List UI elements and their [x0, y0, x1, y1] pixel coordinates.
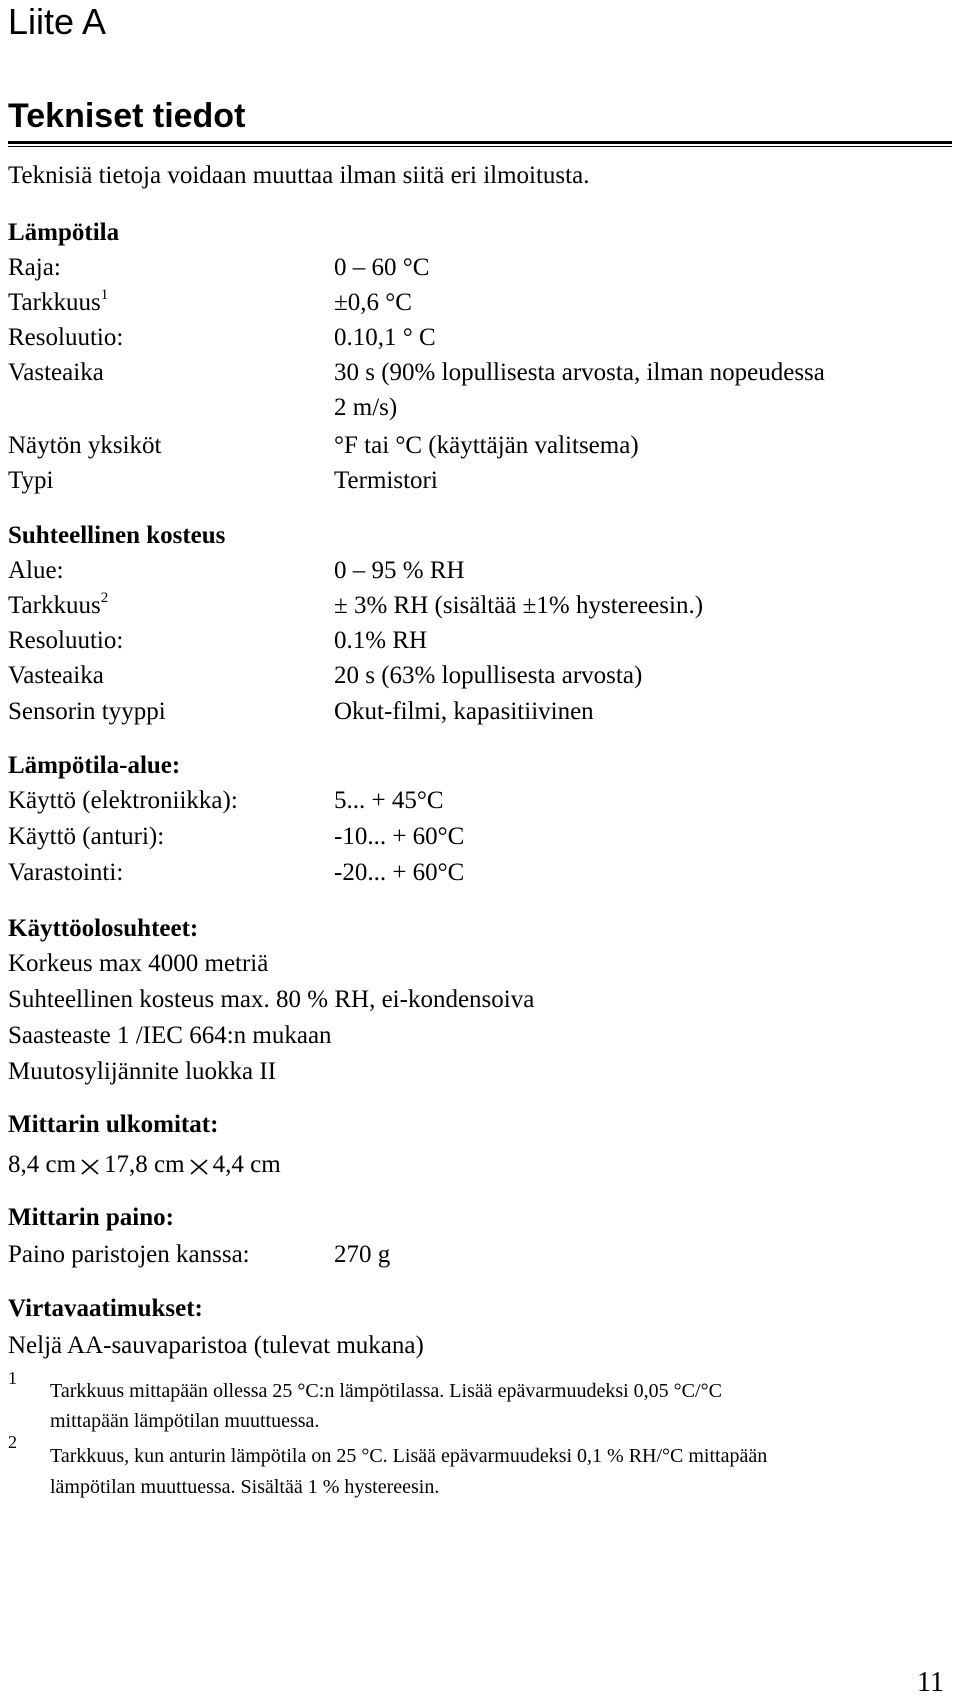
- operating-line: Suhteellinen kosteus max. 80 % RH, ei-kondensoiva: [8, 986, 535, 1013]
- range-value: -20... + 60°C: [334, 859, 465, 886]
- weight-heading: Mittarin paino:: [8, 1204, 174, 1231]
- footnote-text: mittapään lämpötilan muuttuessa.: [50, 1410, 320, 1432]
- footnote-text: Tarkkuus mittapään ollessa 25 °C:n lämpötilassa. Lisää epävarmuudeksi 0,05 °C/°C: [50, 1380, 722, 1402]
- footnote-text: Tarkkuus, kun anturin lämpötila on 25 °C. Lisää epävarmuudeksi 0,1 % RH/°C mittapään: [50, 1445, 768, 1467]
- spec-value: °F tai °C (käyttäjän valitsema): [334, 432, 639, 459]
- power-text: Neljä AA-sauvaparistoa (tulevat mukana): [8, 1332, 424, 1359]
- spec-value: 0 – 60 °C: [334, 254, 430, 281]
- appendix-title: Liite A: [8, 1, 107, 42]
- spec-label: Raja:: [8, 254, 61, 281]
- humidity-heading: Suhteellinen kosteus: [8, 522, 226, 549]
- page-number: 11: [917, 1667, 944, 1698]
- spec-value: 0.10,1 ° C: [334, 324, 436, 351]
- dimensions-heading: Mittarin ulkomitat:: [8, 1111, 219, 1138]
- title-rule-thick: [8, 141, 952, 144]
- weight-value: 270 g: [334, 1241, 391, 1268]
- dimension-width: 17,8 cm: [104, 1151, 185, 1178]
- footnote-text: lämpötilan muuttuessa. Sisältää 1 % hystereesin.: [50, 1476, 440, 1498]
- spec-value: 0 – 95 % RH: [334, 557, 465, 584]
- spec-label: Sensorin tyyppi: [8, 698, 166, 725]
- dimensions-value: [8, 1150, 281, 1180]
- spec-value: ± 3% RH (sisältää ±1% hystereesin.): [334, 592, 704, 619]
- spec-label: Alue:: [8, 557, 64, 584]
- multiply-icon: [189, 1156, 209, 1176]
- spec-value: 30 s (90% lopullisesta arvosta, ilman nopeudessa: [334, 359, 825, 386]
- notice-text: Teknisiä tietoja voidaan muuttaa ilman siitä eri ilmoitusta.: [8, 162, 590, 189]
- operating-line: Korkeus max 4000 metriä: [8, 950, 269, 977]
- power-heading: Virtavaatimukset:: [8, 1295, 203, 1322]
- spec-label: Typi: [8, 467, 54, 494]
- spec-value: 0.1% RH: [334, 627, 428, 654]
- spec-value-continued: 2 m/s): [334, 394, 398, 421]
- spec-label: Resoluutio:: [8, 324, 124, 351]
- range-label: Varastointi:: [8, 859, 124, 886]
- page-title: Tekniset tiedot: [8, 97, 246, 135]
- spec-label: Resoluutio:: [8, 627, 124, 654]
- spec-value: ±0,6 °C: [334, 289, 412, 316]
- spec-label: Vasteaika: [8, 662, 104, 689]
- range-label: Käyttö (elektroniikka):: [8, 787, 238, 814]
- spec-label: Tarkkuus$^1$: [8, 287, 109, 316]
- footnote-ref: 2: [100, 590, 109, 606]
- title-rule-thin: [8, 146, 952, 147]
- temperature-heading: Lämpötila: [8, 219, 120, 246]
- range-value: -10... + 60°C: [334, 823, 465, 850]
- range-label: Käyttö (anturi):: [8, 823, 165, 850]
- spec-value: Okut-filmi, kapasitiivinen: [334, 698, 594, 725]
- spec-label: Vasteaika: [8, 359, 104, 386]
- operating-line: Saasteaste 1 /IEC 664:n mukaan: [8, 1022, 332, 1049]
- spec-label: Näytön yksiköt: [8, 432, 162, 459]
- spec-value: 20 s (63% lopullisesta arvosta): [334, 662, 643, 689]
- dimension-height: 4,4 cm: [212, 1151, 281, 1178]
- footnote-marker: 1: [8, 1368, 17, 1388]
- footnote-marker: 2: [8, 1432, 17, 1452]
- weight-label: Paino paristojen kanssa:: [8, 1241, 250, 1268]
- footnote-ref: 1: [100, 287, 109, 303]
- spec-label: Tarkkuus$^2$: [8, 590, 109, 619]
- operating-heading: Käyttöolosuhteet:: [8, 915, 199, 942]
- operating-line: Muutosylijännite luokka II: [8, 1058, 277, 1085]
- spec-value: Termistori: [334, 467, 438, 494]
- temp-range-heading: Lämpötila-alue:: [8, 752, 181, 779]
- dimension-length: 8,4 cm: [8, 1151, 77, 1178]
- range-value: 5... + 45°C: [334, 787, 444, 814]
- multiply-icon: [80, 1156, 100, 1176]
